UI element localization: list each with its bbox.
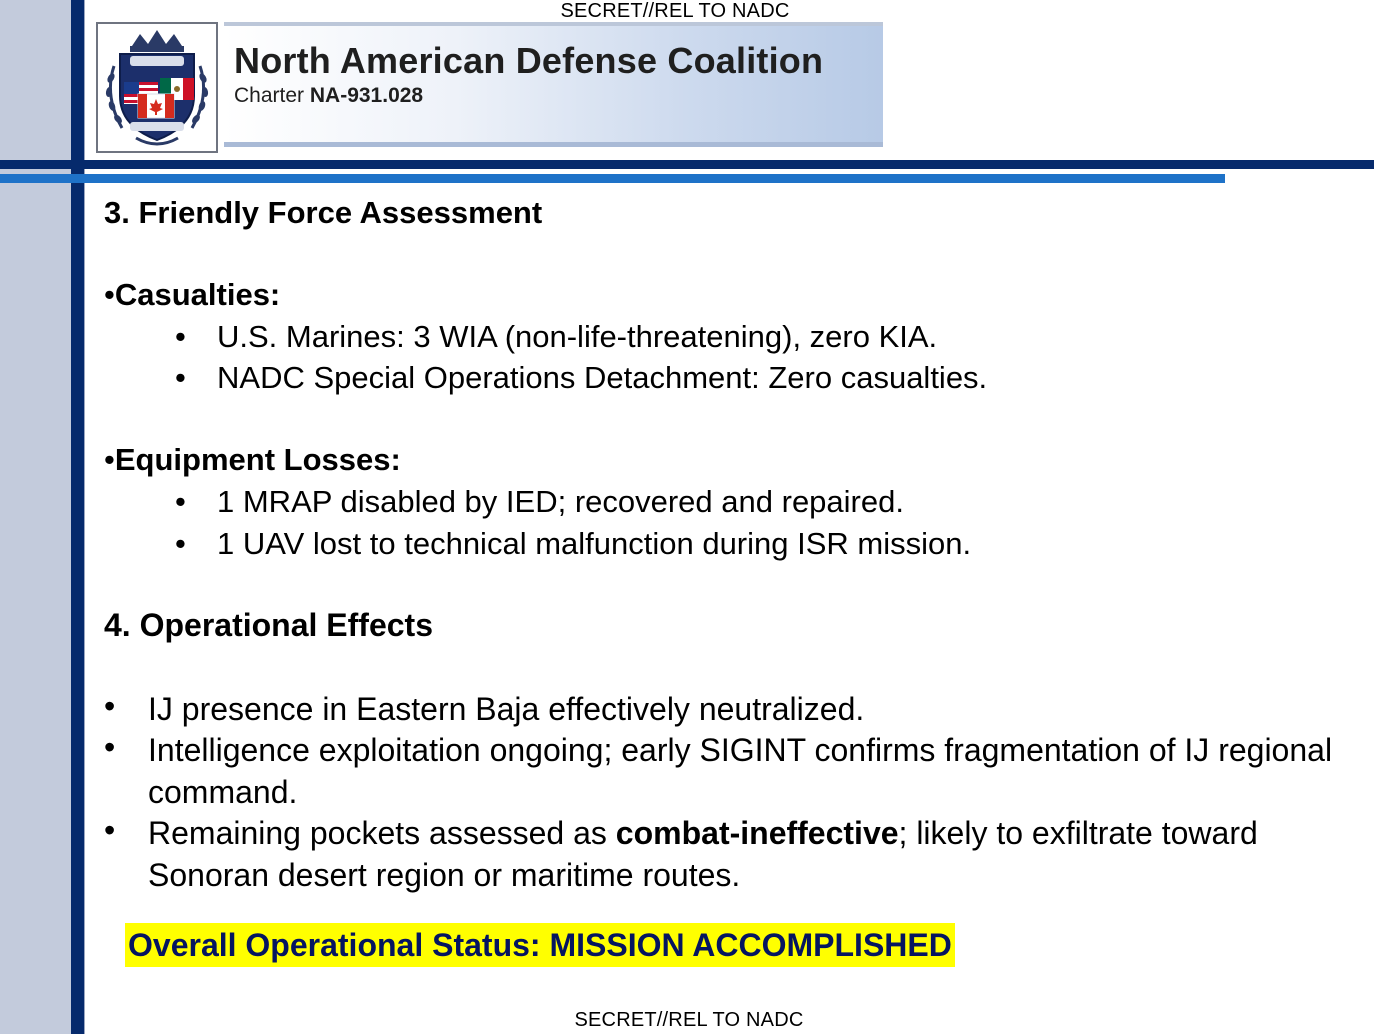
- equipment-item-1: 1 MRAP disabled by IED; recovered and repaired.: [217, 484, 904, 519]
- casualty-item-2: NADC Special Operations Detachment: Zero casualties.: [217, 360, 988, 395]
- list-item: [175, 484, 1175, 520]
- equipment-heading: •Equipment Losses:: [104, 442, 401, 477]
- list-item: [175, 526, 1175, 562]
- header-banner: [224, 22, 883, 147]
- effect-item-3-post: ; likely to exfiltrate toward Sonoran desert region or maritime routes.: [148, 815, 1258, 893]
- bullet: •: [175, 526, 186, 561]
- casualty-item-1: U.S. Marines: 3 WIA (non-life-threatening), zero KIA.: [217, 319, 938, 354]
- casualties-label: Casualties:: [114, 277, 281, 312]
- section-3-title: 3. Friendly Force Assessment: [104, 195, 543, 230]
- bullet: •: [104, 812, 116, 848]
- operational-status-highlight: Overall Operational Status: MISSION ACCOMPLISHED: [125, 923, 955, 967]
- left-thin-line: [84, 0, 85, 1034]
- effect-item-2: Intelligence exploitation ongoing; early SIGINT confirms fragmentation of IJ regional command.: [148, 732, 1333, 810]
- bullet: •: [175, 360, 186, 395]
- effect-item-3-pre: Remaining pockets assessed as: [148, 815, 616, 851]
- effect-item-3-bold: combat-ineffective: [615, 815, 899, 851]
- header-rule-blue: [0, 174, 1225, 183]
- casualties-heading: •Casualties:: [104, 277, 281, 312]
- bullet: •: [104, 688, 116, 724]
- left-navy-bar: [71, 0, 84, 1034]
- emblem-icon: [100, 26, 214, 149]
- classification-banner-top: SECRET//REL TO NADC: [560, 0, 790, 22]
- list-item: [175, 319, 1175, 355]
- list-item: [104, 812, 1364, 896]
- classification-banner-bottom: SECRET//REL TO NADC: [574, 1009, 804, 1031]
- list-item: [175, 360, 1175, 396]
- effect-item-1: IJ presence in Eastern Baja effectively neutralized.: [148, 691, 865, 727]
- effect-item-3: [148, 812, 1358, 896]
- section-4-title: 4. Operational Effects: [104, 607, 433, 643]
- organization-title: North American Defense Coalition: [234, 40, 824, 81]
- equipment-item-2: 1 UAV lost to technical malfunction during ISR mission.: [217, 526, 972, 561]
- list-item: [104, 729, 1364, 813]
- charter-prefix: Charter: [234, 84, 305, 107]
- list-item: [104, 688, 1364, 730]
- bullet: •: [175, 319, 186, 354]
- header-rule-navy: [0, 160, 1374, 169]
- left-decorative-band: [0, 0, 71, 1034]
- coalition-emblem: [96, 22, 218, 153]
- charter-line: [234, 84, 423, 108]
- equipment-label: Equipment Losses:: [114, 442, 401, 477]
- charter-number: NA-931.028: [309, 84, 424, 107]
- bullet: •: [104, 729, 116, 765]
- bullet: •: [175, 484, 186, 519]
